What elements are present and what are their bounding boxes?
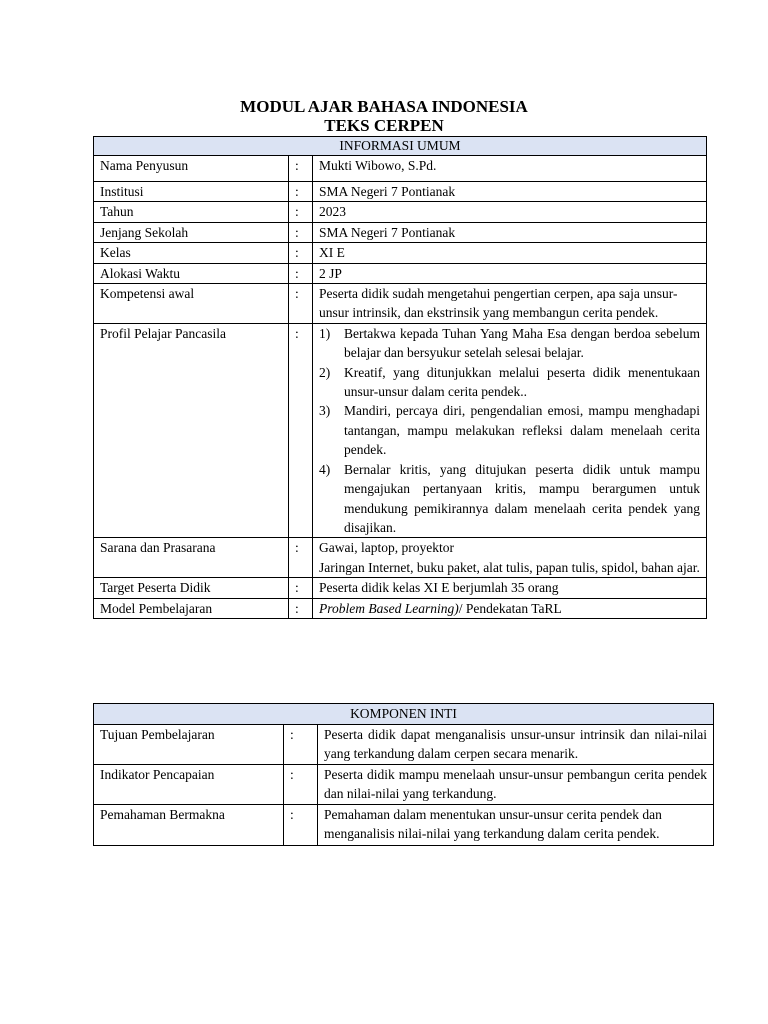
row-value: SMA Negeri 7 Pontianak (313, 222, 707, 242)
table-row (94, 323, 707, 537)
row-value: SMA Negeri 7 Pontianak (313, 182, 707, 202)
komponen-inti-header-row (94, 704, 714, 725)
row-colon: : (289, 243, 313, 263)
list-text: Bernalar kritis, yang ditujukan peserta didik untuk mampu mengajukan pertanyaan kritis, mampu berargumen untuk mendukung pemikirannya dalam menelaah cerita pendek yang disajikan. (344, 461, 700, 535)
profil-list (319, 324, 700, 537)
komponen-inti-header: KOMPONEN INTI (94, 704, 714, 725)
row-label: Sarana dan Prasarana (94, 538, 289, 578)
list-number: 4) (319, 461, 331, 477)
row-value: 2023 (313, 202, 707, 222)
row-label: Indikator Pencapaian (94, 764, 284, 804)
table-row (94, 578, 707, 598)
value-italic: Problem Based Learning) (319, 600, 459, 616)
row-label: Pemahaman Bermakna (94, 804, 284, 846)
row-colon: : (289, 156, 313, 182)
row-label: Kompetensi awal (94, 284, 289, 324)
list-number: 3) (319, 403, 331, 419)
informasi-umum-header: INFORMASI UMUM (94, 137, 707, 156)
row-colon: : (289, 578, 313, 598)
value-line: Gawai, laptop, proyektor (319, 540, 454, 556)
informasi-umum-table (93, 136, 707, 619)
row-value (313, 538, 707, 578)
row-value: Peserta didik mampu menelaah unsur-unsur pembangun cerita pendek dan nilai-nilai yang terkandung. (318, 764, 714, 804)
row-value: Mukti Wibowo, S.Pd. (313, 156, 707, 182)
row-colon: : (289, 263, 313, 283)
list-number: 1) (319, 325, 331, 341)
row-value: Pemahaman dalam menentukan unsur-unsur cerita pendek dan menganalisis nilai-nilai yang terkandung dalam cerita pendek. (318, 804, 714, 846)
list-item (319, 401, 700, 459)
row-label: Alokasi Waktu (94, 263, 289, 283)
row-label: Institusi (94, 182, 289, 202)
table-row (94, 538, 707, 578)
document-subtitle: TEKS CERPEN (324, 116, 444, 135)
row-value: 2 JP (313, 263, 707, 283)
list-text: Mandiri, percaya diri, pengendalian emosi, mampu menghadapi tantangan, mampu melakukan refleksi dalam menelaah cerita pendek. (344, 403, 700, 458)
row-label: Tahun (94, 202, 289, 222)
table-row (94, 804, 714, 846)
list-text: Bertakwa kepada Tuhan Yang Maha Esa dengan berdoa sebelum belajar dan bersyukur setelah selesai belajar. (344, 325, 700, 361)
list-item (319, 324, 700, 363)
row-colon: : (289, 222, 313, 242)
value-line: Jaringan Internet, buku paket, alat tulis, papan tulis, spidol, bahan ajar. (319, 559, 700, 575)
row-colon: : (289, 202, 313, 222)
list-number: 2) (319, 364, 331, 380)
row-label: Kelas (94, 243, 289, 263)
row-colon: : (289, 182, 313, 202)
table-row (94, 598, 707, 618)
table-row (94, 182, 707, 202)
table-row (94, 284, 707, 324)
row-colon: : (289, 598, 313, 618)
row-colon: : (289, 538, 313, 578)
row-colon: : (289, 284, 313, 324)
value-rest: / Pendekatan TaRL (458, 600, 562, 616)
row-value: Peserta didik dapat menganalisis unsur-unsur intrinsik dan nilai-nilai yang terkandung dalam cerpen secara menarik. (318, 725, 714, 765)
row-value (313, 323, 707, 537)
row-label: Tujuan Pembelajaran (94, 725, 284, 765)
row-value: XI E (313, 243, 707, 263)
table-row (94, 764, 714, 804)
row-label: Jenjang Sekolah (94, 222, 289, 242)
table-row (94, 263, 707, 283)
table-row (94, 243, 707, 263)
document-title: MODUL AJAR BAHASA INDONESIA (240, 97, 528, 116)
row-label: Target Peserta Didik (94, 578, 289, 598)
komponen-inti-table (93, 703, 714, 846)
table-row (94, 156, 707, 182)
table-row (94, 202, 707, 222)
informasi-umum-header-row (94, 137, 707, 156)
row-colon: : (289, 323, 313, 537)
row-colon: : (284, 764, 318, 804)
row-colon: : (284, 804, 318, 846)
row-value: Peserta didik sudah mengetahui pengertian cerpen, apa saja unsur-unsur intrinsik, dan ekstrinsik yang membangun cerita pendek. (313, 284, 707, 324)
list-item (319, 460, 700, 538)
list-item (319, 363, 700, 402)
row-colon: : (284, 725, 318, 765)
row-value: Peserta didik kelas XI E berjumlah 35 orang (313, 578, 707, 598)
table-row (94, 222, 707, 242)
table-row (94, 725, 714, 765)
list-text: Kreatif, yang ditunjukkan melalui peserta didik menentukaan unsur-unsur dalam cerita pendek.. (344, 364, 700, 400)
row-label: Nama Penyusun (94, 156, 289, 182)
row-label: Profil Pelajar Pancasila (94, 323, 289, 537)
row-value (313, 598, 707, 618)
row-label: Model Pembelajaran (94, 598, 289, 618)
